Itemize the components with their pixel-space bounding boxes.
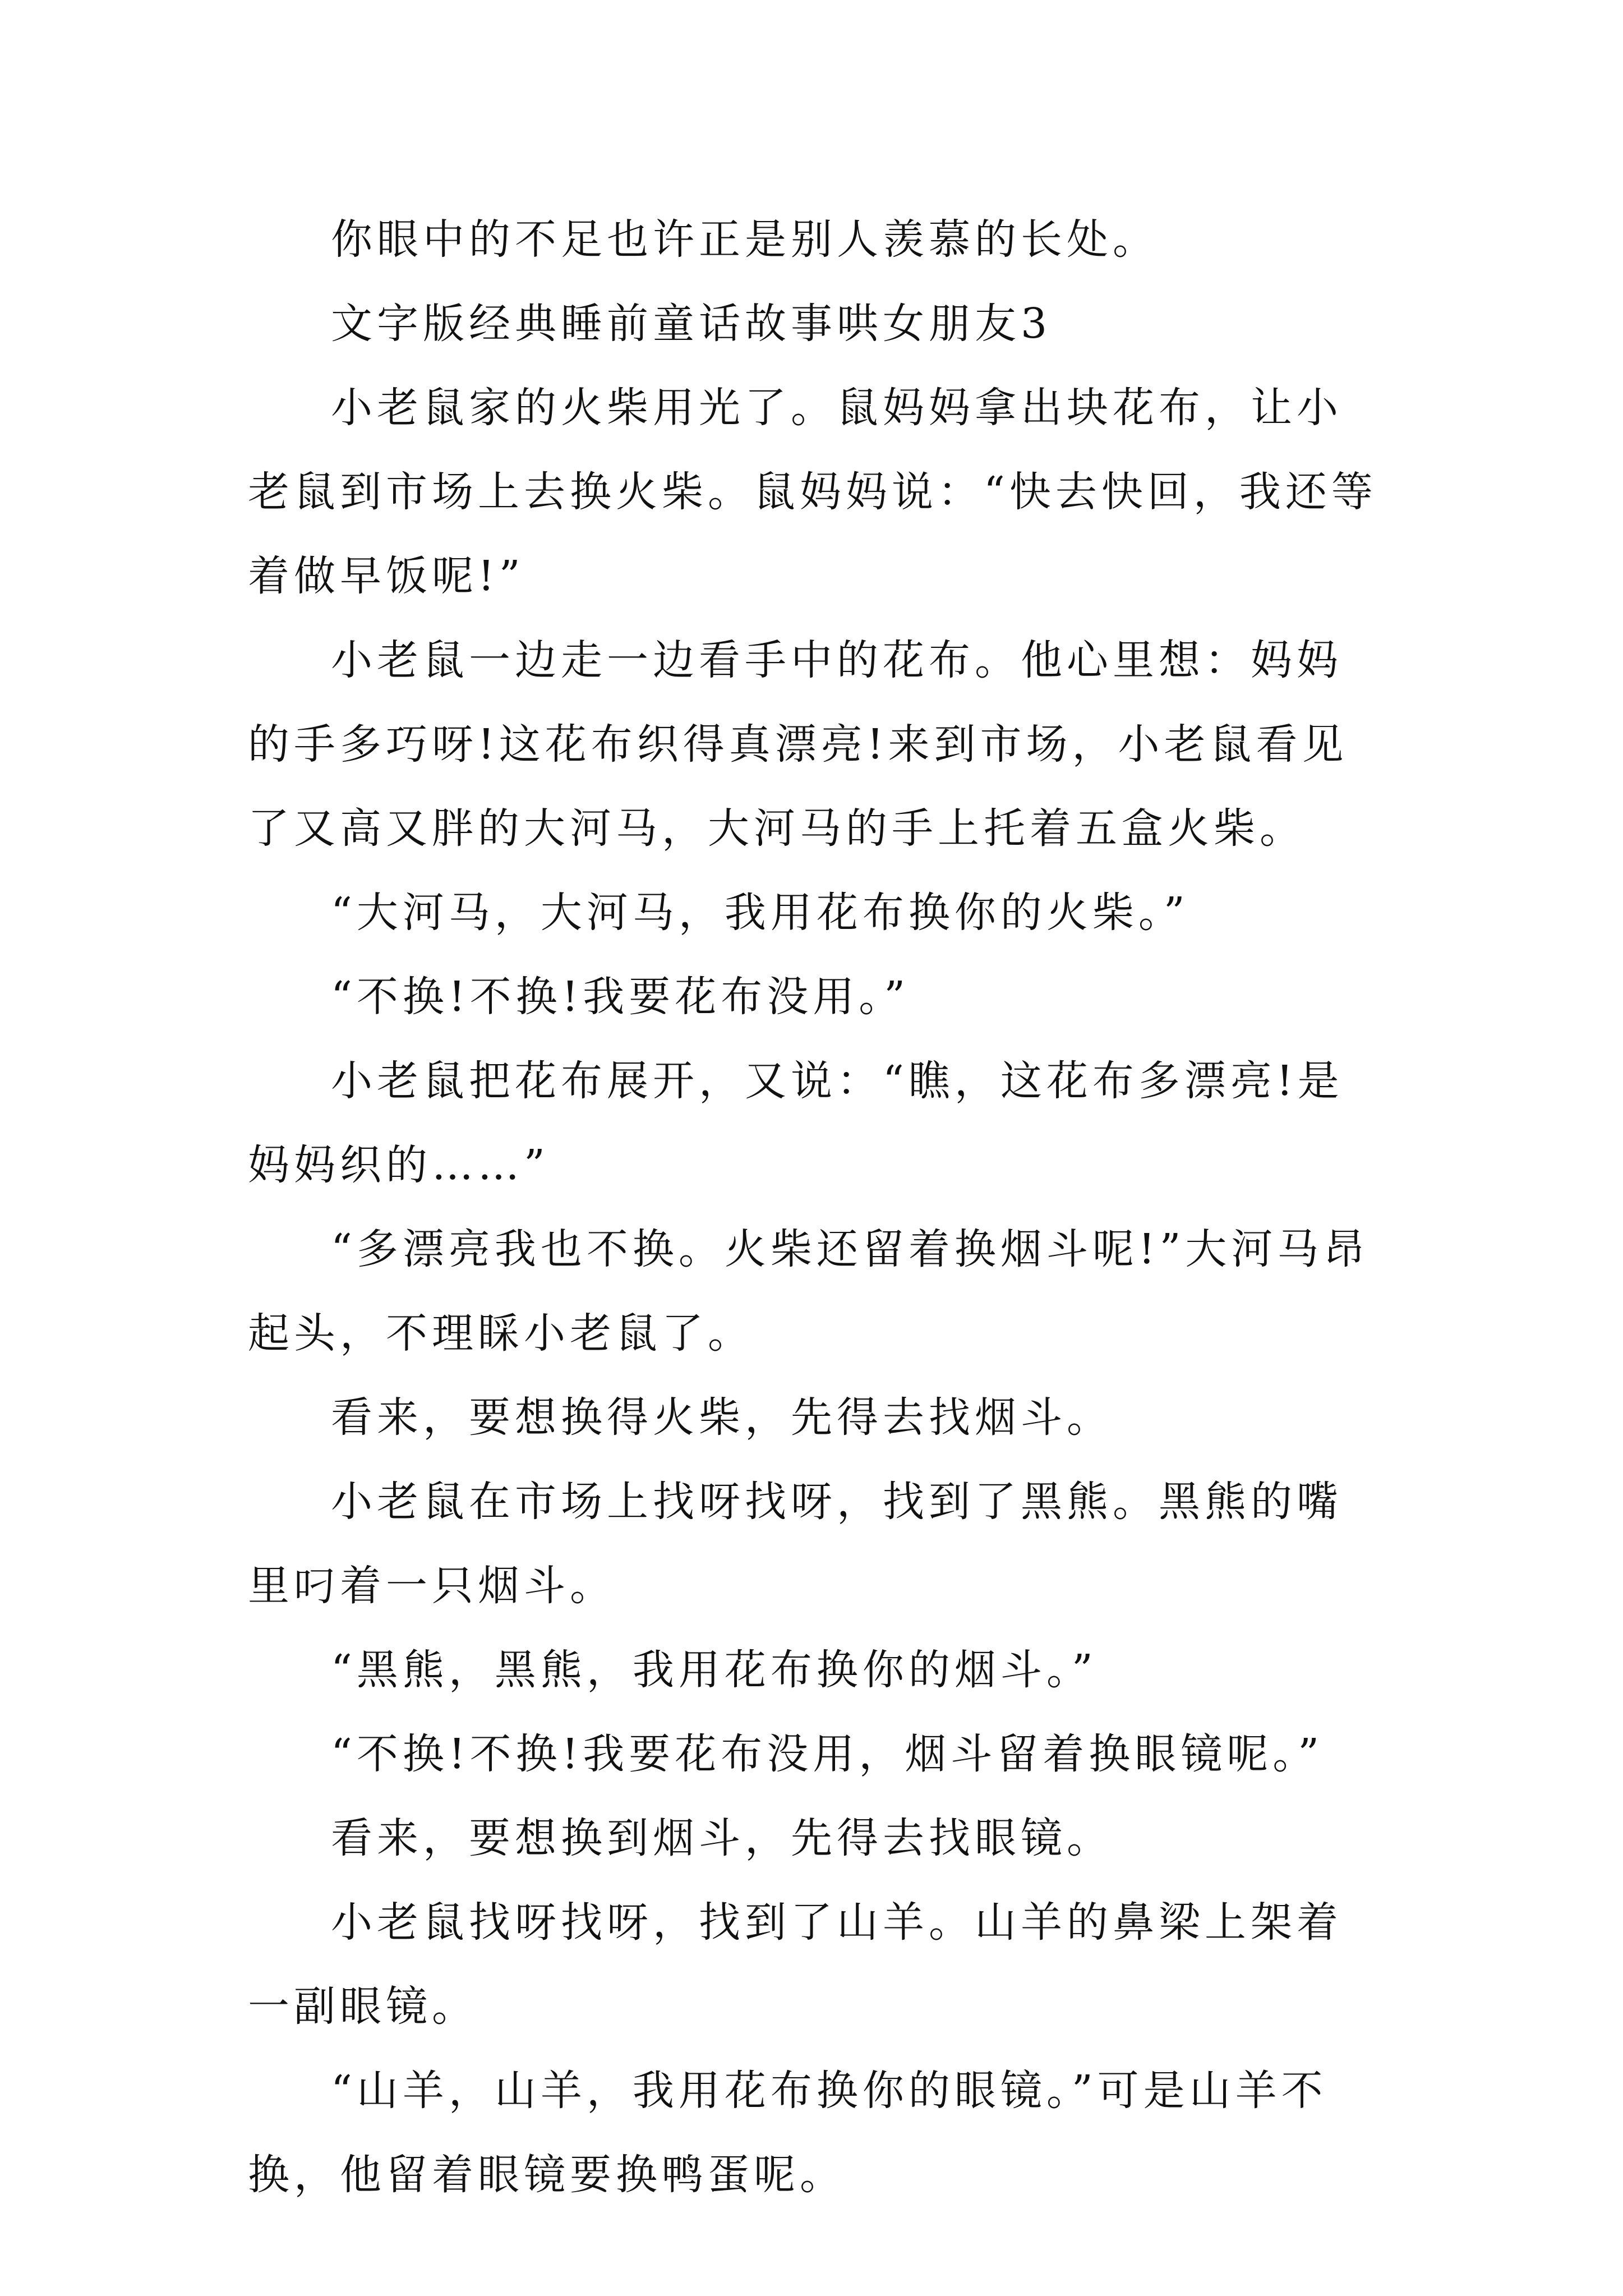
paragraph: 看来，要想换得火柴，先得去找烟斗。 — [331, 1393, 1113, 1442]
body-text — [248, 197, 1386, 2217]
paragraph: 小老鼠家的火柴用光了。鼠妈妈拿出块花布，让小老鼠到市场上去换火柴。鼠妈妈说：“快去快回，我还等着做早饭呢!” — [248, 384, 1377, 600]
paragraph: “多漂亮我也不换。火柴还留着换烟斗呢!”大河马昂起头，不理睬小老鼠了。 — [248, 1225, 1370, 1358]
paragraph: 小老鼠一边走一边看手中的花布。他心里想：妈妈的手多巧呀!这花布织得真漂亮!来到市场，小老鼠看见了又高又胖的大河马，大河马的手上托着五盒火柴。 — [248, 636, 1348, 853]
paragraph: “大河马，大河马，我用花布换你的火柴。” — [331, 889, 1189, 937]
section-heading: 文字版经典睡前童话故事哄女朋友3 — [331, 300, 1052, 348]
paragraph: 小老鼠在市场上找呀找呀，找到了黑熊。黑熊的嘴里叼着一只烟斗。 — [248, 1478, 1343, 1610]
paragraph: 小老鼠把花布展开，又说：“瞧，这花布多漂亮!是妈妈织的……” — [248, 1057, 1344, 1189]
paragraph: 小老鼠找呀找呀，找到了山羊。山羊的鼻梁上架着一副眼镜。 — [248, 1898, 1343, 2031]
paragraph: 看来，要想换到烟斗，先得去找眼镜。 — [331, 1814, 1113, 1862]
paragraph: “黑熊，黑熊，我用花布换你的烟斗。” — [331, 1646, 1098, 1694]
paragraph: “不换!不换!我要花布没用，烟斗留着换眼镜呢。” — [331, 1730, 1324, 1778]
paragraph: “山羊，山羊，我用花布换你的眼镜。”可是山羊不换，他留着眼镜要换鸭蛋呢。 — [248, 2067, 1327, 2199]
paragraph: 你眼中的不足也许正是别人羡慕的长处。 — [331, 215, 1159, 264]
paragraph: “不换!不换!我要花布没用。” — [331, 973, 910, 1021]
